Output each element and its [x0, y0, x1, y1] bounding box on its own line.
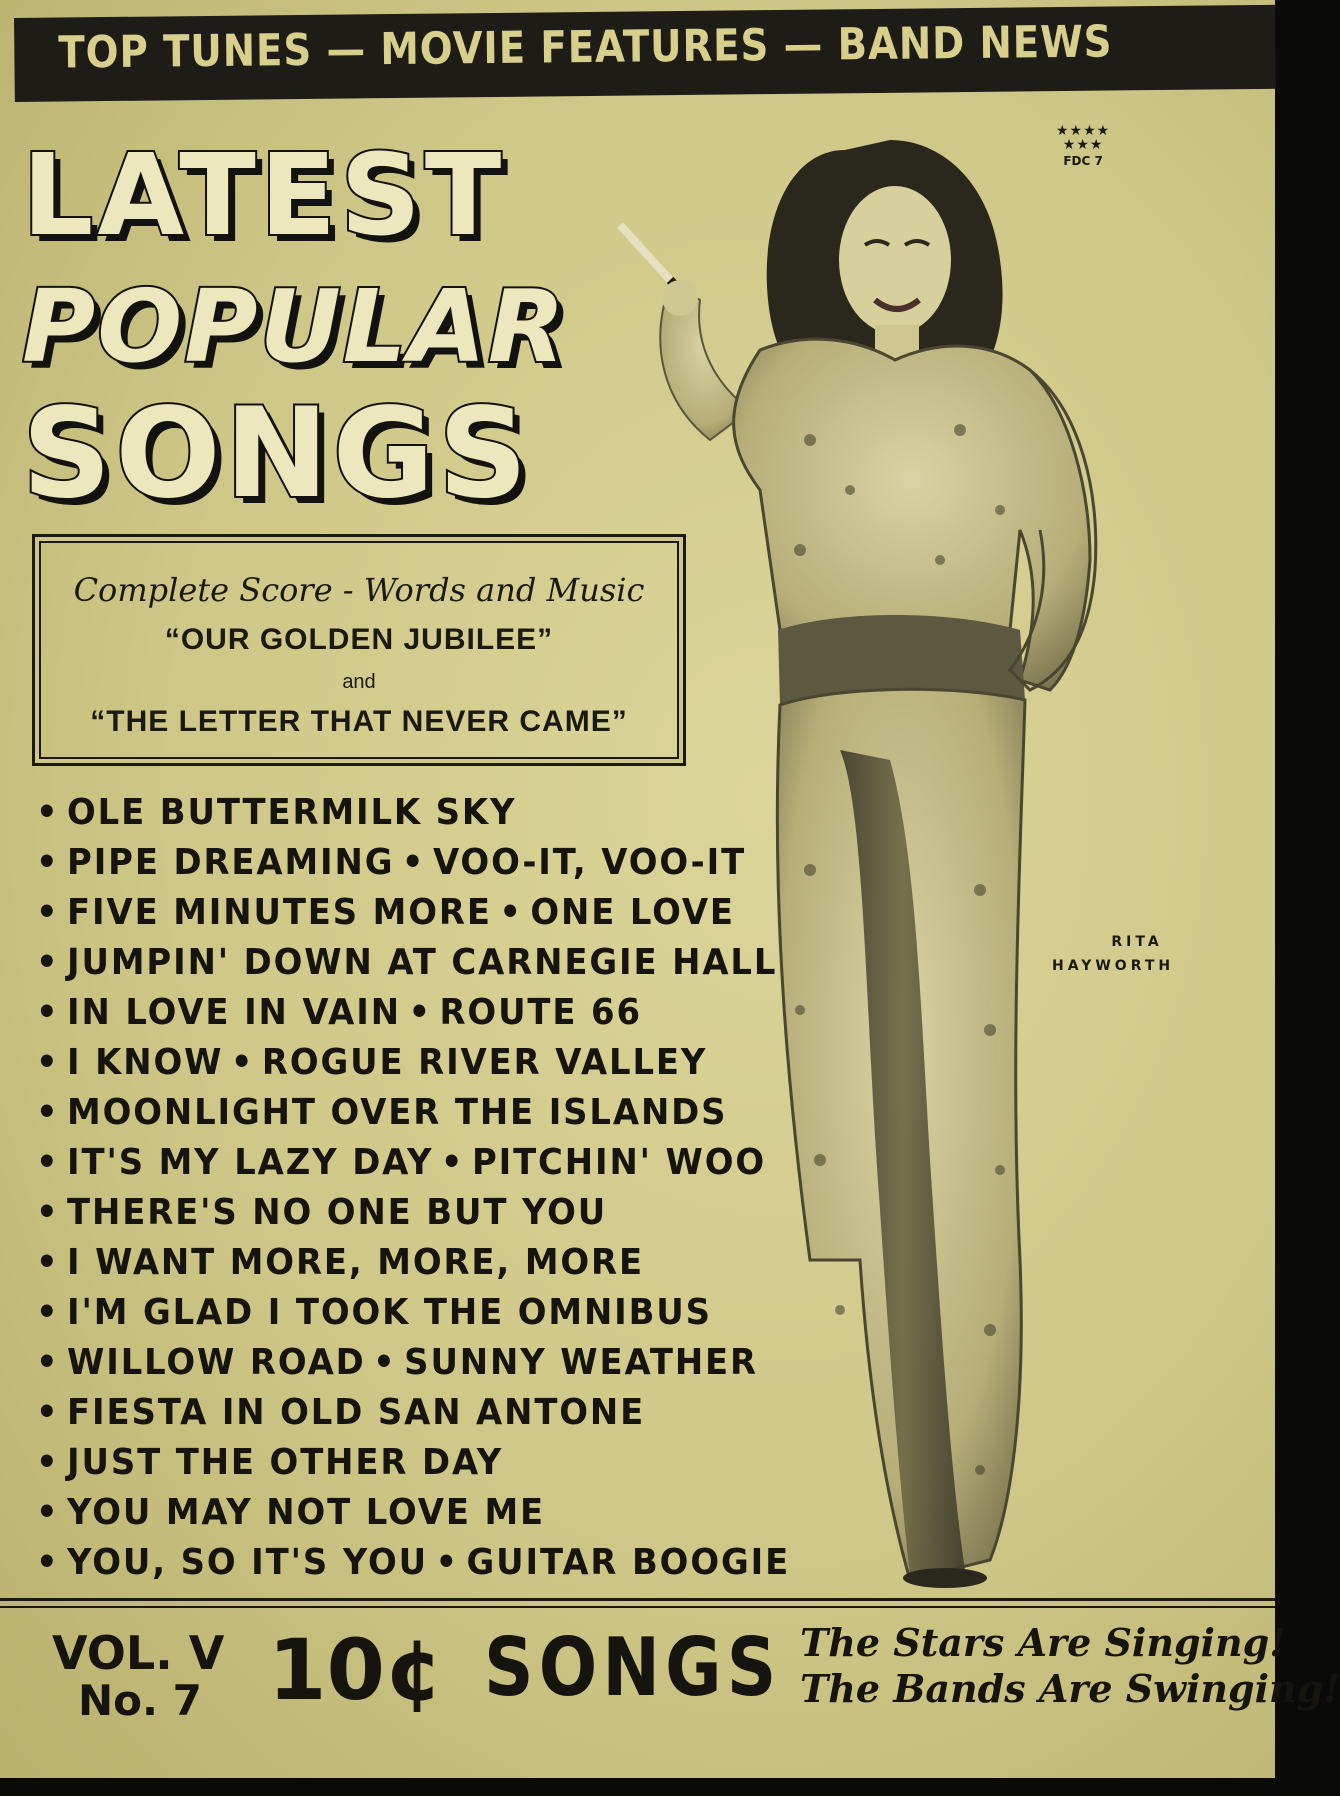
- bullet-icon: •: [36, 942, 60, 983]
- song-title: I KNOW: [67, 1042, 224, 1083]
- song-list-line: [36, 1038, 760, 1088]
- title-latest: LATEST: [22, 131, 506, 261]
- bullet-icon: •: [435, 1542, 459, 1583]
- song-title: THERE'S NO ONE BUT YOU: [67, 1192, 608, 1233]
- song-list-line: [36, 1288, 760, 1338]
- photo-caption: [1052, 930, 1175, 978]
- song-list-line: [36, 1338, 760, 1388]
- song-title: ROUTE 66: [439, 992, 642, 1033]
- bullet-icon: •: [36, 1492, 60, 1533]
- song-list-line: [36, 938, 778, 988]
- feature-box: [32, 534, 686, 766]
- song-title: MOONLIGHT OVER THE ISLANDS: [67, 1092, 728, 1133]
- song-list-line: [36, 1438, 760, 1488]
- bullet-icon: •: [499, 892, 523, 933]
- bullet-icon: •: [36, 1042, 60, 1083]
- title-songs: SONGS: [22, 382, 532, 526]
- bullet-icon: •: [36, 892, 60, 933]
- song-title: WILLOW ROAD: [67, 1342, 366, 1383]
- bullet-icon: •: [401, 842, 426, 883]
- song-title: I'M GLAD I TOOK THE OMNIBUS: [67, 1292, 712, 1333]
- stars-bottom-icon: ★★★: [1062, 137, 1104, 153]
- song-title: VOO-IT, VOO-IT: [432, 842, 747, 883]
- banner-text: TOP TUNES — MOVIE FEATURES — BAND NEWS: [58, 16, 1113, 79]
- bullet-icon: •: [36, 1392, 60, 1433]
- song-title: PIPE DREAMING: [67, 842, 395, 883]
- bullet-icon: •: [36, 1442, 60, 1483]
- tagline-line-1: The Stars Are Singing!: [800, 1620, 1286, 1665]
- bullet-icon: •: [373, 1342, 397, 1383]
- bullet-icon: •: [36, 842, 60, 883]
- song-list-line: [36, 1238, 760, 1288]
- song-title: IT'S MY LAZY DAY: [67, 1142, 434, 1183]
- song-list-line: [36, 1538, 791, 1588]
- caption-last-name: HAYWORTH: [1052, 958, 1175, 974]
- bullet-icon: •: [408, 992, 432, 1033]
- song-title: PITCHIN' WOO: [471, 1142, 767, 1183]
- rita-hayworth-photo: [690, 110, 1100, 1590]
- song-list-line: [36, 888, 760, 938]
- song-list-line: [36, 1088, 760, 1138]
- song-title: I WANT MORE, MORE, MORE: [67, 1242, 644, 1283]
- bullet-icon: •: [230, 1042, 255, 1083]
- feature-song-2: “THE LETTER THAT NEVER CAME”: [90, 705, 628, 738]
- song-list-line: [36, 1138, 767, 1188]
- bullet-icon: •: [36, 792, 60, 833]
- bullet-icon: •: [36, 1142, 60, 1183]
- song-title: ONE LOVE: [530, 892, 735, 933]
- bullet-icon: •: [36, 992, 60, 1033]
- song-title: JUST THE OTHER DAY: [67, 1442, 504, 1483]
- song-list-line: [36, 1388, 760, 1438]
- issue-label: No. 7: [78, 1676, 202, 1725]
- title-popular: POPULAR: [22, 268, 567, 385]
- song-title: FIESTA IN OLD SAN ANTONE: [67, 1392, 646, 1433]
- song-title: OLE BUTTERMILK SKY: [67, 792, 517, 833]
- song-list-line: [36, 988, 760, 1038]
- feature-script-line: Complete Score - Words and Music: [73, 571, 645, 609]
- bullet-icon: •: [36, 1242, 60, 1283]
- song-title: GUITAR BOOGIE: [466, 1542, 791, 1583]
- volume-number: [52, 1626, 225, 1725]
- tagline-line-2: The Bands Are Swinging!: [800, 1666, 1340, 1711]
- caption-first-name: RITA: [1111, 934, 1163, 950]
- song-title: FIVE MINUTES MORE: [67, 892, 492, 933]
- rating-code: FDC 7: [1063, 154, 1103, 168]
- tagline: [800, 1620, 1340, 1712]
- bullet-icon: •: [36, 1192, 60, 1233]
- feature-song-1: “OUR GOLDEN JUBILEE”: [164, 623, 554, 656]
- footer-songs-title: SONGS: [484, 1621, 782, 1714]
- song-title: IN LOVE IN VAIN: [67, 992, 401, 1033]
- top-banner: [14, 5, 1276, 102]
- volume-label: VOL. V: [52, 1626, 225, 1680]
- bullet-icon: •: [36, 1542, 60, 1583]
- song-title: ROGUE RIVER VALLEY: [261, 1042, 708, 1083]
- song-list-line: [36, 1188, 760, 1238]
- song-list-line: [36, 1488, 760, 1538]
- bullet-icon: •: [440, 1142, 465, 1183]
- song-title: JUMPIN' DOWN AT CARNEGIE HALL: [67, 942, 778, 983]
- bullet-icon: •: [36, 1092, 60, 1133]
- bullet-icon: •: [36, 1292, 60, 1333]
- song-title: YOU, SO IT'S YOU: [67, 1542, 428, 1583]
- song-list-line: [36, 838, 760, 888]
- bullet-icon: •: [36, 1342, 60, 1383]
- rating-mark: [1056, 124, 1110, 168]
- stars-top-icon: ★★★★: [1056, 123, 1111, 139]
- feature-and: and: [342, 671, 376, 693]
- footer-rule-top: [0, 1598, 1275, 1601]
- footer-rule-bottom: [0, 1606, 1275, 1608]
- song-title: SUNNY WEATHER: [404, 1342, 758, 1383]
- song-list-line: [36, 788, 760, 838]
- price: 10¢: [268, 1621, 444, 1719]
- song-title: YOU MAY NOT LOVE ME: [67, 1492, 546, 1533]
